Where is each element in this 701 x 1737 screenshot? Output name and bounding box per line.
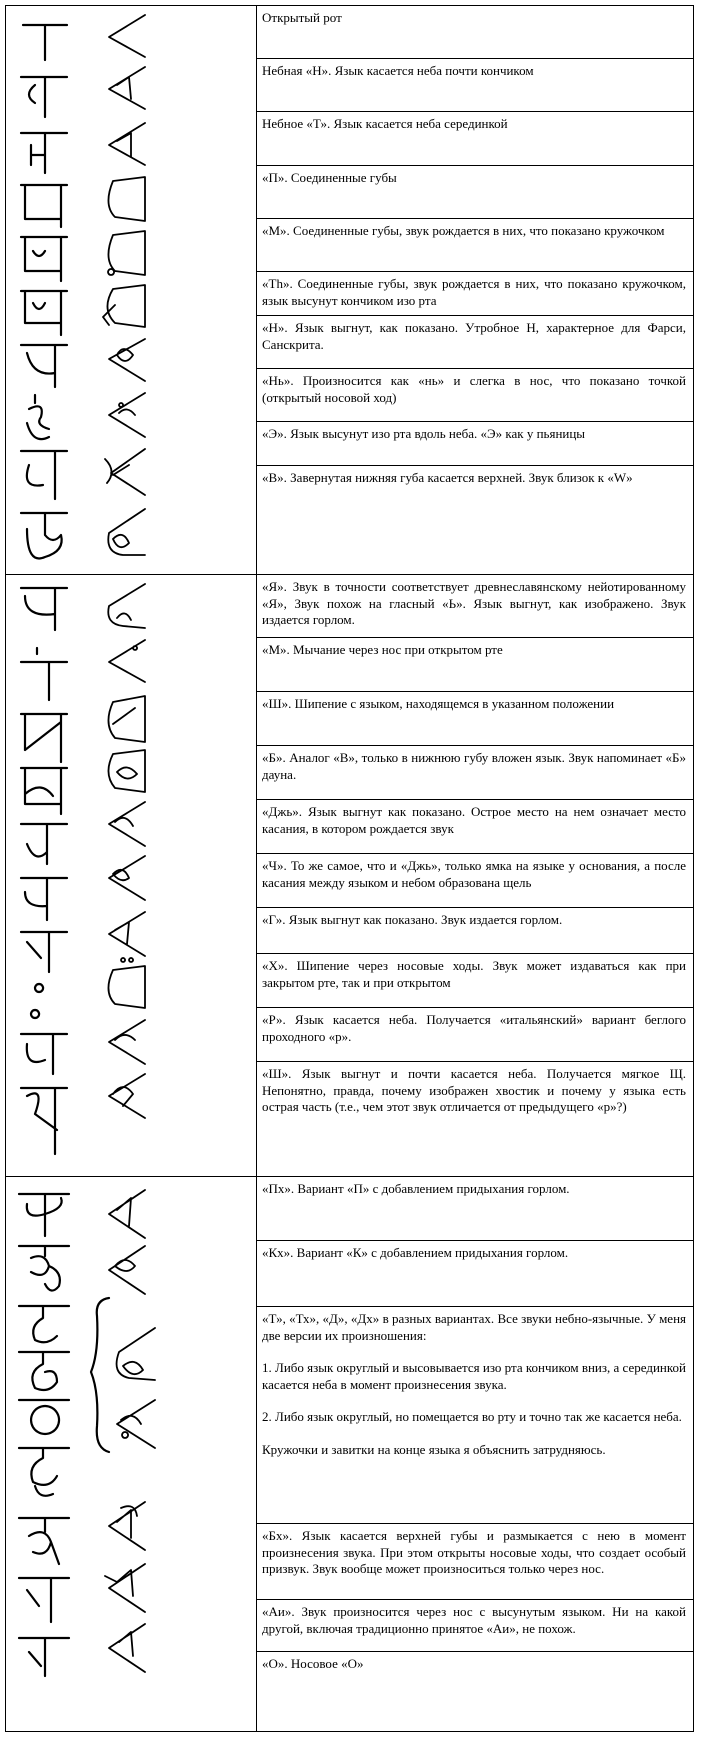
table-row [257, 315, 694, 368]
row-description: «О». Носовое «О» [262, 1656, 364, 1671]
row-description: «Джь». Язык выгнут как показано. Острое место на нем означает место касания, в котором рождается звук [262, 804, 686, 836]
row-paragraph: 2. Либо язык округлый, но помещается во рту и точно так же касается неба. [262, 1409, 682, 1424]
table-row [257, 368, 694, 421]
table-row [257, 799, 694, 853]
glyph-drawings-2 [5, 574, 256, 1176]
glyph-column-2 [5, 574, 256, 1176]
row-description: «Ч». То же самое, что и «Джь», только ямка на языке у основания, а после касания между языком и небом образована щель [262, 858, 686, 890]
table-row [257, 1306, 694, 1523]
table-row [257, 58, 694, 111]
section-1 [5, 5, 694, 574]
table-row [257, 465, 694, 574]
row-description: «Б». Аналог «В», только в нижнюю губу вложен язык. Звук напоминает «Б» дауна. [262, 750, 686, 782]
table-row [257, 637, 694, 691]
table-row [257, 745, 694, 799]
row-description [262, 1311, 686, 1474]
mouth-glyphs-3 [105, 1190, 155, 1672]
row-description: «Х». Шипение через носовые ходы. Звук может издаваться как при закрытом рте, так и при открытом [262, 958, 686, 990]
row-paragraph: «Т», «Тх», «Д», «Дх» в разных вариантах. Все звуки небно-язычные. У меня две версии их произношения: [262, 1311, 686, 1343]
letter-glyphs-2 [21, 588, 67, 1154]
row-description: Небная «Н». Язык касается неба почти кончиком [262, 63, 534, 78]
table-row [257, 1061, 694, 1176]
mouth-glyphs-2 [108, 584, 145, 1118]
glyph-column-1 [5, 5, 256, 574]
row-description: «П». Соединенные губы [262, 170, 397, 185]
mouth-glyphs-1 [103, 15, 145, 555]
table-row [257, 218, 694, 271]
table-row [257, 1523, 694, 1599]
row-description: «Аи». Звук произносится через нос с высунутым языком. Ни на какой другой, включая традиционно принятое «Аи», не похож. [262, 1604, 686, 1636]
table-row [257, 907, 694, 953]
row-description: «Нь». Произносится как «нь» и слегка в нос, что показано точкой (открытый носовой ход) [262, 373, 686, 405]
table-row [257, 1651, 694, 1732]
table-row [257, 165, 694, 218]
table-row [257, 574, 694, 637]
row-paragraph: 1. Либо язык округлый и высовывается изо рта кончиком вниз, а серединкой касается неба в момент произнесения звука. [262, 1360, 686, 1392]
table-row [257, 1240, 694, 1306]
row-description: Небное «Т». Язык касается неба серединкой [262, 116, 508, 131]
section-3 [5, 1176, 694, 1732]
section-2 [5, 574, 694, 1176]
row-description: «Ш». Шипение с языком, находящемся в указанном положении [262, 696, 615, 711]
row-description: Открытый рот [262, 10, 342, 25]
row-description: «М». Мычание через нос при открытом рте [262, 642, 503, 657]
table-row [257, 953, 694, 1007]
row-description: «Р». Язык касается неба. Получается «итальянский» вариант беглого проходного «р». [262, 1012, 686, 1044]
row-description: «Ш». Язык выгнут и почти касается неба. Получается мягкое Щ. Непонятно, правда, почему изображен хвостик и почему у языка есть острая часть (т.е., чем этот звук отличается от предыдущего «р»?) [262, 1066, 686, 1114]
row-description: «М». Соединенные губы, звук рождается в них, что показано кружочком [262, 223, 665, 238]
table-row [257, 691, 694, 745]
row-description: «Th». Соединенные губы, звук рождается в них, что показано кружочком, язык высунут кончиком изо рта [262, 276, 686, 308]
glyph-column-3 [5, 1176, 256, 1732]
letter-glyphs-1 [21, 25, 67, 558]
table-row [257, 5, 694, 58]
row-description: «Н». Язык выгнут, как показано. Утробное Н, характерное для Фарси, Санскрита. [262, 320, 686, 352]
letter-glyphs-3 [19, 1194, 109, 1676]
glyph-drawings-3 [5, 1176, 256, 1732]
table-row [257, 1007, 694, 1061]
row-description: «Г». Язык выгнут как показано. Звук издается горлом. [262, 912, 563, 927]
table-row [257, 1599, 694, 1651]
row-description: «Я». Звук в точности соответствует древнеславянскому нейотированному «Я», Звук похож на гласный «Ь». Язык выгнут, как изображено. Звук издается горлом. [262, 579, 686, 627]
table-row [257, 1176, 694, 1240]
row-description: «Э». Язык высунут изо рта вдоль неба. «Э» как у пьяницы [262, 426, 586, 441]
row-description: «Пх». Вариант «П» с добавлением придыхания горлом. [262, 1181, 570, 1196]
glyph-drawings-1 [5, 5, 256, 574]
table-row [257, 111, 694, 165]
table-row [257, 853, 694, 907]
row-description: «Кх». Вариант «К» с добавлением придыхания горлом. [262, 1245, 569, 1260]
table-row [257, 421, 694, 465]
table-row [257, 271, 694, 315]
row-description: «Бх». Язык касается верхней губы и размыкается с нею в момент произнесения звука. При этом открыты носовые ходы, что создает особый призвук. Звук вообще может произноситься только через нос. [262, 1528, 686, 1576]
row-paragraph: Кружочки и завитки на конце языка я объяснить затрудняюсь. [262, 1441, 606, 1457]
row-description: «В». Завернутая нижняя губа касается верхней. Звук близок к «W» [262, 470, 633, 485]
